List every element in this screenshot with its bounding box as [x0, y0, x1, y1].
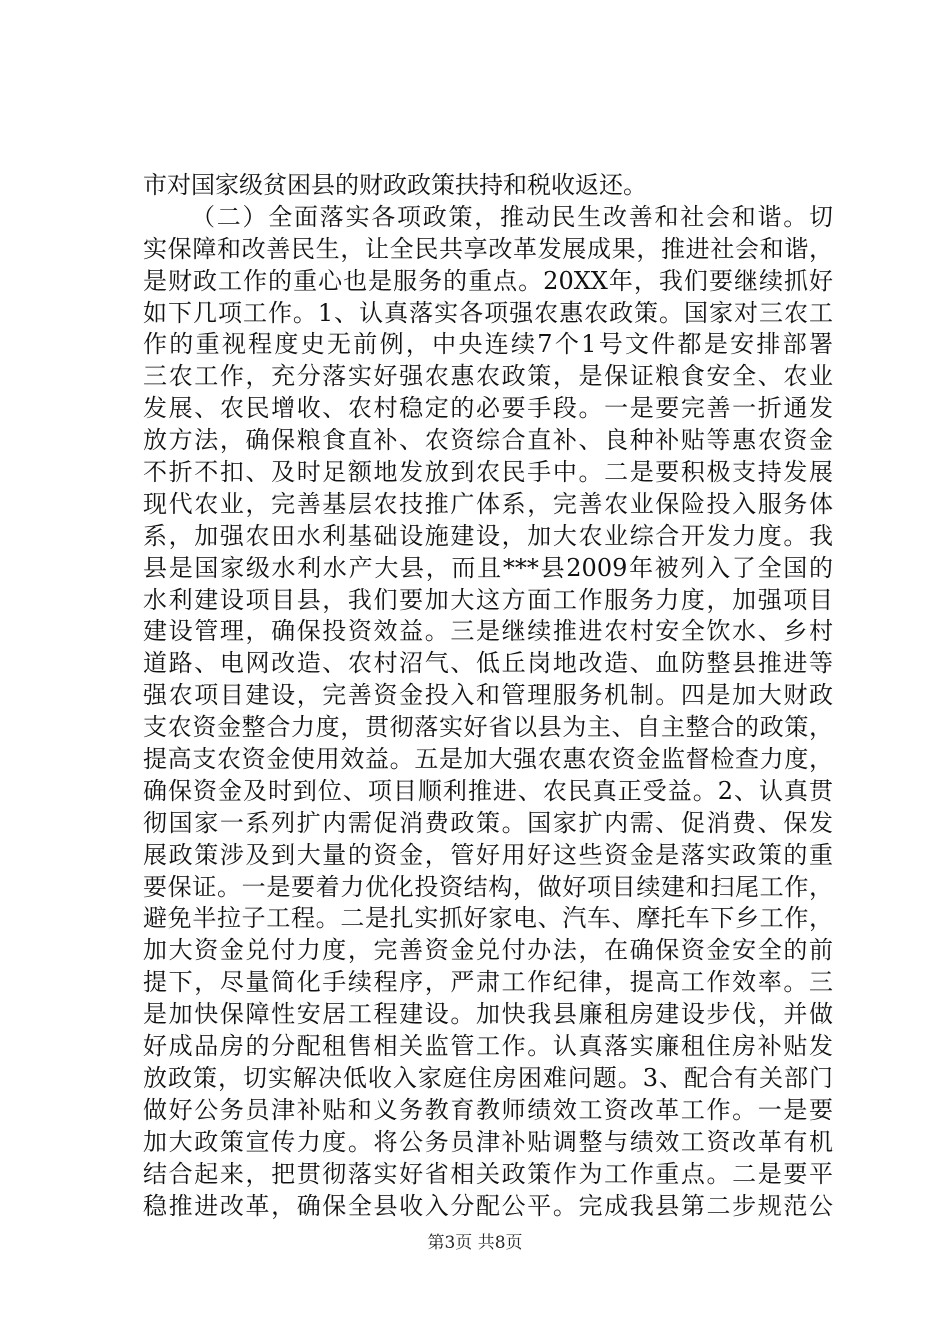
- text-line: 加大政策宣传力度。将公务员津补贴调整与绩效工资改革有机: [143, 1127, 833, 1156]
- text-line: （二）全面落实各项政策，推动民生改善和社会和谐。切: [191, 202, 833, 231]
- text-line: 是加快保障性安居工程建设。加快我县廉租房建设步伐，并做: [143, 1000, 833, 1029]
- text-line: 加大资金兑付力度，完善资金兑付办法，在确保资金安全的前: [143, 936, 833, 965]
- text-line: 强农项目建设，完善资金投入和管理服务机制。四是加大财政: [143, 681, 833, 710]
- text-line: 建设管理，确保投资效益。三是继续推进农村安全饮水、乡村: [143, 617, 833, 646]
- text-line: 做好公务员津补贴和义务教育教师绩效工资改革工作。一是要: [143, 1095, 833, 1124]
- text-line: 提下，尽量简化手续程序，严肃工作纪律，提高工作效率。三: [143, 968, 833, 997]
- text-line: 三农工作，充分落实好强农惠农政策，是保证粮食安全、农业: [143, 362, 833, 391]
- text-line: 放政策，切实解决低收入家庭住房困难问题。3、配合有关部门: [143, 1063, 833, 1092]
- text-line: 结合起来，把贯彻落实好省相关政策作为工作重点。二是要平: [143, 1159, 833, 1188]
- text-line: 是财政工作的重心也是服务的重点。20XX年，我们要继续抓好: [143, 266, 833, 295]
- text-line: 县是国家级水利水产大县，而且***县2009年被列入了全国的: [143, 553, 833, 582]
- text-line: 支农资金整合力度，贯彻落实好省以县为主、自主整合的政策，: [143, 713, 833, 742]
- text-line: 提高支农资金使用效益。五是加大强农惠农资金监督检查力度，: [143, 745, 833, 774]
- text-line: 系，加强农田水利基础设施建设，加大农业综合开发力度。我: [143, 521, 833, 550]
- text-line: 好成品房的分配租售相关监管工作。认真落实廉租住房补贴发: [143, 1032, 833, 1061]
- text-line: 避免半拉子工程。二是扎实抓好家电、汽车、摩托车下乡工作，: [143, 904, 833, 933]
- text-line: 要保证。一是要着力优化投资结构，做好项目续建和扫尾工作，: [143, 872, 833, 901]
- text-line: 市对国家级贫困县的财政政策扶持和税收返还。: [143, 171, 647, 199]
- text-line: 发展、农民增收、农村稳定的必要手段。一是要完善一折通发: [143, 394, 833, 423]
- text-line: 展政策涉及到大量的资金，管好用好这些资金是落实政策的重: [143, 840, 833, 869]
- page-footer: 第3页 共8页: [427, 1233, 523, 1253]
- text-line: 确保资金及时到位、项目顺利推进、农民真正受益。2、认真贯: [143, 776, 833, 805]
- text-line: 现代农业，完善基层农技推广体系，完善农业保险投入服务体: [143, 489, 833, 518]
- text-line: 放方法，确保粮食直补、农资综合直补、良种补贴等惠农资金: [143, 426, 833, 455]
- text-line: 稳推进改革，确保全县收入分配公平。完成我县第二步规范公: [143, 1191, 833, 1220]
- text-line: 如下几项工作。1、认真落实各项强农惠农政策。国家对三农工: [143, 298, 833, 327]
- text-line: 彻国家一系列扩内需促消费政策。国家扩内需、促消费、保发: [143, 808, 833, 837]
- body-text: [143, 170, 833, 1222]
- text-line: 实保障和改善民生，让全民共享改革发展成果，推进社会和谐，: [143, 234, 833, 263]
- text-line: 道路、电网改造、农村沼气、低丘岗地改造、血防整县推进等: [143, 649, 833, 678]
- text-line: 不折不扣、及时足额地发放到农民手中。二是要积极支持发展: [143, 458, 833, 487]
- text-line: 作的重视程度史无前例，中央连续7个1号文件都是安排部署: [143, 330, 833, 359]
- text-line: 水利建设项目县，我们要加大这方面工作服务力度，加强项目: [143, 585, 833, 614]
